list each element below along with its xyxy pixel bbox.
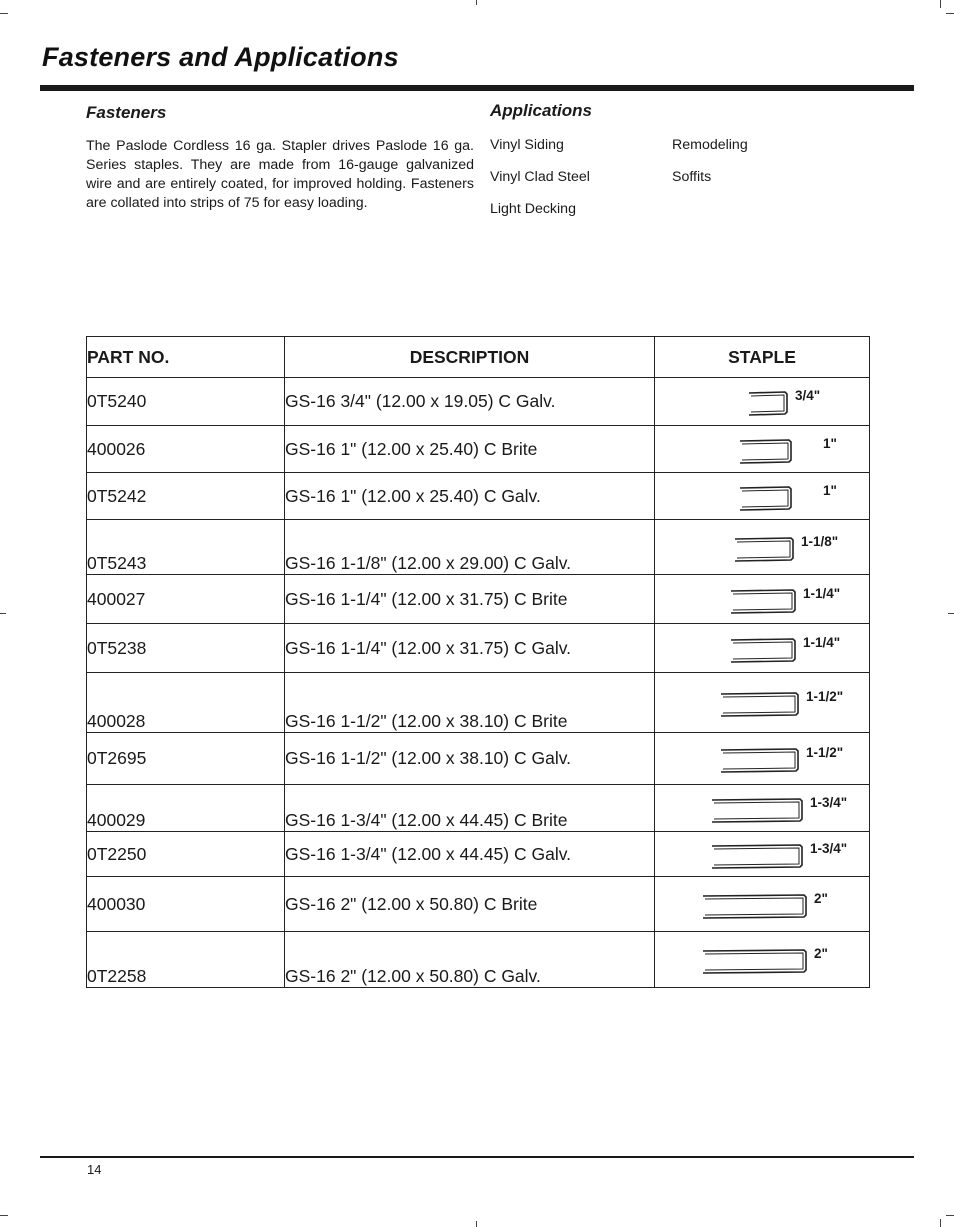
staple-graphic <box>655 426 869 472</box>
staple-cell <box>655 624 870 673</box>
part-number-cell: 400027 <box>87 575 285 624</box>
crop-mark <box>0 613 6 614</box>
staple-size-label: 3/4" <box>795 388 821 403</box>
part-number-cell: 0T5242 <box>87 473 285 520</box>
description-cell: GS-16 2" (12.00 x 50.80) C Galv. <box>285 932 655 988</box>
table-row <box>87 378 870 426</box>
table-row <box>87 932 870 988</box>
staple-icon <box>730 588 799 616</box>
staple-size-label: 1-1/2" <box>806 745 844 760</box>
staple-graphic <box>655 932 869 987</box>
staple-icon <box>739 438 795 466</box>
crop-mark <box>946 13 954 14</box>
table-row <box>87 575 870 624</box>
staple-graphic <box>655 520 869 574</box>
description-cell: GS-16 1-3/4" (12.00 x 44.45) C Brite <box>285 785 655 832</box>
application-item: Soffits <box>672 169 712 185</box>
staple-size-label: 1-1/8" <box>801 534 839 549</box>
crop-mark <box>946 1215 954 1216</box>
description-cell: GS-16 1-1/2" (12.00 x 38.10) C Galv. <box>285 733 655 785</box>
crop-mark <box>0 13 8 14</box>
staple-size-label: 2" <box>814 891 828 906</box>
staple-cell <box>655 520 870 575</box>
staple-icon <box>702 893 810 921</box>
description-cell: GS-16 1-1/4" (12.00 x 31.75) C Galv. <box>285 624 655 673</box>
staple-icon <box>748 390 791 418</box>
application-item: Vinyl Siding <box>490 137 564 153</box>
table-row <box>87 473 870 520</box>
staple-size-label: 1-3/4" <box>810 841 848 856</box>
description-cell: GS-16 2" (12.00 x 50.80) C Brite <box>285 877 655 932</box>
crop-mark <box>476 0 477 5</box>
table-row <box>87 832 870 877</box>
page-title: Fasteners and Applications <box>42 42 399 72</box>
description-cell: GS-16 1-3/4" (12.00 x 44.45) C Galv. <box>285 832 655 877</box>
staple-size-label: 2" <box>814 946 828 961</box>
part-number-cell: 0T5240 <box>87 378 285 426</box>
staple-icon <box>730 637 799 665</box>
staple-cell <box>655 932 870 988</box>
part-number-cell: 0T5238 <box>87 624 285 673</box>
description-cell: GS-16 3/4" (12.00 x 19.05) C Galv. <box>285 378 655 426</box>
staple-size-label: 1" <box>823 483 837 498</box>
fastener-table <box>86 336 870 988</box>
fasteners-description: The Paslode Cordless 16 ga. Stapler drives Paslode 16 ga. Series staples. They are made from 16-gauge galvanized wire and are entirely coated, for improved holding. Fasteners are collated into strips of 75 for easy loading. <box>86 138 474 211</box>
staple-icon <box>711 843 806 871</box>
part-number-cell: 0T2695 <box>87 733 285 785</box>
table-row <box>87 877 870 932</box>
description-cell: GS-16 1" (12.00 x 25.40) C Brite <box>285 426 655 473</box>
staple-cell <box>655 733 870 785</box>
staple-graphic <box>655 473 869 519</box>
staple-cell <box>655 673 870 733</box>
staple-size-label: 1-1/4" <box>803 635 841 650</box>
staple-graphic <box>655 877 869 931</box>
staple-graphic <box>655 624 869 672</box>
part-number-cell: 400026 <box>87 426 285 473</box>
table-row <box>87 733 870 785</box>
application-item: Light Decking <box>490 201 576 217</box>
part-number-cell: 400028 <box>87 673 285 733</box>
staple-graphic <box>655 733 869 784</box>
staple-cell <box>655 832 870 877</box>
staple-graphic <box>655 785 869 831</box>
crop-mark <box>940 1219 941 1227</box>
staple-cell <box>655 877 870 932</box>
header-part-no: PART NO. <box>87 337 285 378</box>
part-number-cell: 0T5243 <box>87 520 285 575</box>
staple-icon <box>720 747 802 775</box>
crop-mark <box>476 1221 477 1227</box>
description-cell: GS-16 1" (12.00 x 25.40) C Galv. <box>285 473 655 520</box>
part-number-cell: 0T2250 <box>87 832 285 877</box>
table-row <box>87 426 870 473</box>
table-row <box>87 673 870 733</box>
application-item: Remodeling <box>672 137 748 153</box>
staple-size-label: 1-1/2" <box>806 689 844 704</box>
application-item: Vinyl Clad Steel <box>490 169 590 185</box>
staple-size-label: 1-3/4" <box>810 795 848 810</box>
table-row <box>87 520 870 575</box>
staple-cell <box>655 785 870 832</box>
staple-icon <box>720 691 802 719</box>
crop-mark <box>940 0 941 8</box>
staple-size-label: 1" <box>823 436 837 451</box>
staple-size-label: 1-1/4" <box>803 586 841 601</box>
staple-graphic <box>655 378 869 425</box>
table-row <box>87 785 870 832</box>
page-number: 14 <box>87 1162 102 1177</box>
part-number-cell: 400029 <box>87 785 285 832</box>
staple-cell <box>655 378 870 426</box>
crop-mark <box>0 1215 8 1216</box>
part-number-cell: 400030 <box>87 877 285 932</box>
staple-cell <box>655 473 870 520</box>
description-cell: GS-16 1-1/2" (12.00 x 38.10) C Brite <box>285 673 655 733</box>
table-header-row <box>87 337 870 378</box>
table-row <box>87 624 870 673</box>
staple-graphic <box>655 832 869 876</box>
footer-rule <box>40 1156 914 1158</box>
header-staple: STAPLE <box>655 337 870 378</box>
staple-graphic <box>655 673 869 732</box>
description-cell: GS-16 1-1/4" (12.00 x 31.75) C Brite <box>285 575 655 624</box>
part-number-cell: 0T2258 <box>87 932 285 988</box>
staple-icon <box>734 536 797 564</box>
table-body <box>87 378 870 988</box>
staple-cell <box>655 575 870 624</box>
description-cell: GS-16 1-1/8" (12.00 x 29.00) C Galv. <box>285 520 655 575</box>
staple-icon <box>702 948 810 976</box>
crop-mark <box>948 613 954 614</box>
applications-heading: Applications <box>490 101 593 120</box>
staple-icon <box>739 485 795 513</box>
header-description: DESCRIPTION <box>285 337 655 378</box>
staple-graphic <box>655 575 869 623</box>
title-rule <box>40 85 914 91</box>
staple-icon <box>711 797 806 825</box>
staple-cell <box>655 426 870 473</box>
fasteners-heading: Fasteners <box>86 103 167 122</box>
